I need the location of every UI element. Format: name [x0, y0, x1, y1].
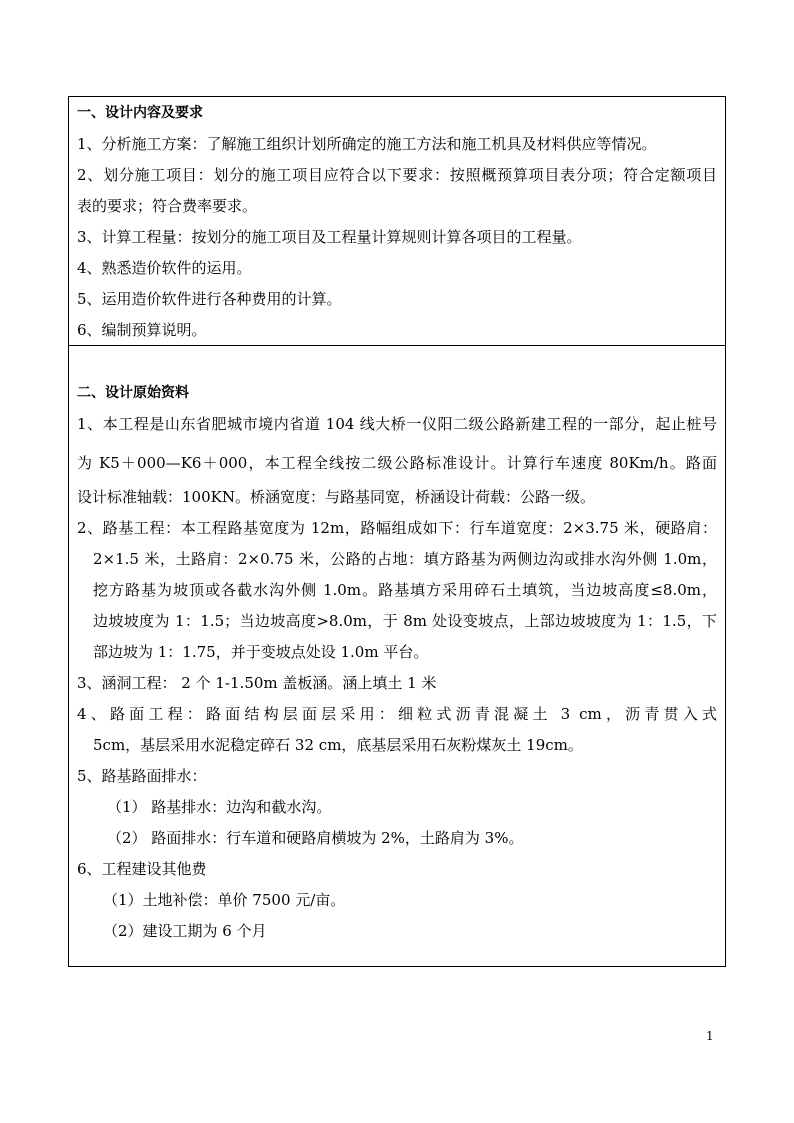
section1-line: 6、编制预算说明。: [77, 321, 207, 339]
section1-line: 2、划分施工项目：划分的施工项目应符合以下要求：按照概预算项目表分项；符合定额项目: [77, 166, 717, 184]
section2-line: 边坡坡度为 1：1.5；当边坡高度>8.0m，于 8m 处设变坡点，上部边坡坡度为 1：1.5，下: [93, 612, 717, 630]
section2-heading: 二、设计原始资料: [77, 385, 189, 401]
section2-line: 挖方路基为坡顶或各截水沟外侧 1.0m。路基填方采用碎石土填筑，当边坡高度≤8.0m，: [93, 581, 717, 599]
section2-line: 1、本工程是山东省肥城市境内省道 104 线大桥一仪阳二级公路新建工程的一部分，起止桩号: [77, 415, 717, 433]
section2-line: 设计标准轴载：100KN。桥涵宽度：与路基同宽，桥涵设计荷载：公路一级。: [77, 488, 595, 506]
section2-line: 3、涵洞工程： 2 个 1-1.50m 盖板涵。涵上填土 1 米: [77, 674, 437, 692]
section1-heading: 一、设计内容及要求: [77, 105, 203, 121]
page-number: 1: [706, 1029, 714, 1043]
section2-line: 5、路基路面排水：: [77, 767, 207, 785]
section1-line: 4、熟悉造价软件的运用。: [77, 259, 252, 277]
section2-subitem: （1）土地补偿：单价 7500 元/亩。: [103, 891, 346, 909]
section2-line: 2、路基工程：本工程路基宽度为 12m，路幅组成如下：行车道宽度：2×3.75 米，硬路肩：: [77, 519, 717, 537]
section2-subitem: （1） 路基排水：边沟和截水沟。: [107, 798, 332, 816]
section1-line: 5、运用造价软件进行各种费用的计算。: [77, 290, 342, 308]
content-table: [68, 96, 726, 967]
section2-line: 4、路面工程：路面结构层面层采用：细粒式沥青混凝土 3 cm，沥青贯入式: [77, 705, 717, 723]
section2-subitem: （2）建设工期为 6 个月: [103, 922, 267, 940]
section2-subitem: （2） 路面排水：行车道和硬路肩横坡为 2%，土路肩为 3%。: [107, 829, 524, 847]
section2-line: 6、工程建设其他费: [77, 860, 207, 878]
section2-line: 5cm，基层采用水泥稳定碎石 32 cm，底基层采用石灰粉煤灰土 19cm。: [93, 736, 583, 754]
section-divider: [69, 345, 725, 346]
section2-line: 为 K5＋000—K6＋000，本工程全线按二级公路标准设计。计算行车速度 80Km/h。路面: [77, 454, 717, 472]
section1-line: 1、分析施工方案：了解施工组织计划所确定的施工方法和施工机具及材料供应等情况。: [77, 135, 657, 153]
section2-line: 2×1.5 米，土路肩：2×0.75 米，公路的占地：填方路基为两侧边沟或排水沟外侧 1.0m，: [93, 550, 717, 568]
section2-line: 部边坡为 1：1.75，并于变坡点处设 1.0m 平台。: [93, 643, 429, 661]
section1-line: 3、计算工程量：按划分的施工项目及工程量计算规则计算各项目的工程量。: [77, 228, 582, 246]
section1-line: 表的要求；符合费率要求。: [77, 197, 258, 215]
